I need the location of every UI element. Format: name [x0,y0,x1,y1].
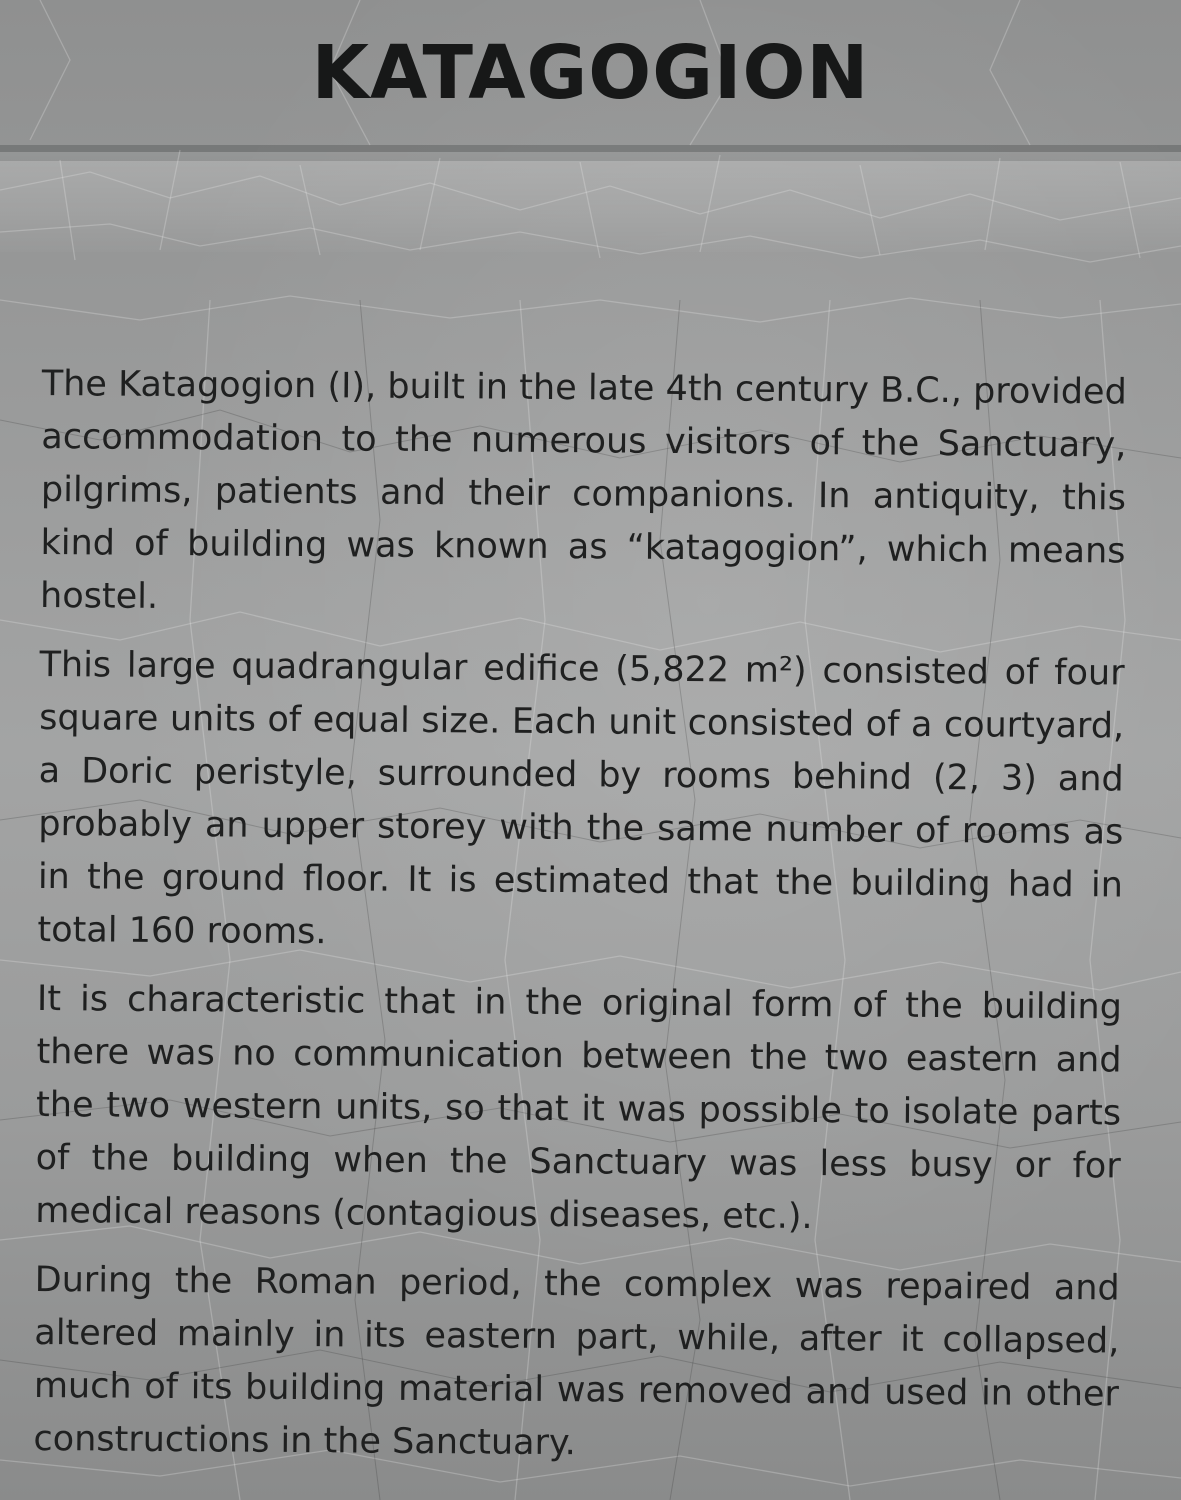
paragraph-roman-period: During the Roman period, the complex was repaired and altered mainly in its eastern part, while, after it collapsed, much of its building material was removed and used in other constructions in the Sanctuary. [33,1259,1120,1464]
sign-title: KATAGOGION [311,30,870,116]
paragraph-isolation: It is characteristic that in the original form of the building there was no communication between the two eastern and the two western units, so that it was possible to isolate parts of the building when the Sanctuary was less busy or for medical reasons (contagious diseases, etc.). [35,978,1123,1238]
paragraph-history: The Katagogion (I), built in the late 4th century B.C., provided accommodation to the numerous visitors of the Sanctuary, pilgrims, patients and their companions. In antiquity, this kind of building was known as “katagogion”, which means hostel. [39,363,1127,617]
paragraph-layout: This large quadrangular edifice (5,822 m²) consisted of four square units of equal size. Each unit consisted of a courtyard, a Doric peristyle, surrounded by rooms behind (2, 3) and probably an upper storey with the same number of rooms as in the ground floor. It is estimated that the building had in total 160 rooms. [37,644,1125,953]
sign-body [33,358,1127,1490]
